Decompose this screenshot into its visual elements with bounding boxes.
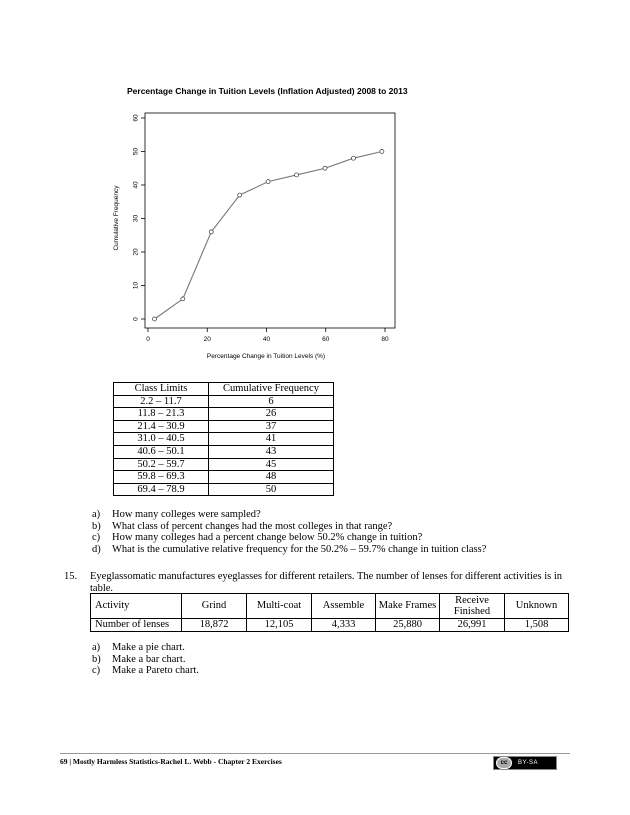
header-unknown: Unknown	[505, 594, 569, 619]
cumulative-frequency-chart	[100, 78, 420, 368]
y-tick-label: 50	[132, 147, 140, 156]
question-list-14	[92, 509, 486, 555]
data-point	[323, 166, 327, 170]
chart-title: Percentage Change in Tuition Levels (Inflation Adjusted) 2008 to 2013	[127, 86, 408, 96]
x-tick-label: 0	[146, 336, 150, 343]
y-tick-label: 30	[132, 214, 140, 223]
cumulative-frequency-table	[113, 382, 334, 496]
frequency-cell: 6	[209, 395, 334, 408]
value-receive-finished: 26,991	[440, 619, 505, 632]
list-item	[92, 654, 199, 666]
item-label: b)	[92, 653, 101, 665]
item-text: Make a bar chart.	[112, 653, 186, 665]
header-class-limits: Class Limits	[114, 383, 209, 396]
problem-text: Eyeglassomatic manufactures eyeglasses for different retailers. The number of lenses for different activities is in	[90, 571, 563, 582]
header-make-frames: Make Frames	[376, 594, 440, 619]
value-unknown: 1,508	[505, 619, 569, 632]
value-multi-coat: 12,105	[247, 619, 312, 632]
plot-frame	[145, 113, 395, 328]
item-text: How many colleges were sampled?	[112, 509, 261, 520]
data-series	[153, 150, 384, 322]
table-row	[114, 395, 334, 408]
frequency-cell: 45	[209, 458, 334, 471]
problem-15-line1	[64, 571, 564, 583]
x-axis	[146, 328, 389, 343]
data-point	[380, 150, 384, 154]
class-limit-cell: 21.4 – 30.9	[114, 420, 209, 433]
series-line	[155, 152, 382, 320]
value-assemble: 4,333	[312, 619, 376, 632]
value-make-frames: 25,880	[376, 619, 440, 632]
frequency-cell: 37	[209, 420, 334, 433]
frequency-cell: 43	[209, 445, 334, 458]
data-point	[209, 230, 213, 234]
item-text: How many colleges had a percent change below 50.2% change in tuition?	[112, 532, 423, 543]
lens-table-header-row	[91, 594, 569, 619]
item-label: c)	[92, 665, 101, 676]
class-limit-cell: 31.0 – 40.5	[114, 433, 209, 446]
item-label: d)	[92, 543, 101, 555]
lens-activity-table	[90, 593, 569, 632]
license-text: BY-SA	[518, 760, 538, 766]
class-limit-cell: 50.2 – 59.7	[114, 458, 209, 471]
y-axis-label: Cumulative Frequency	[113, 185, 120, 251]
header-grind: Grind	[182, 594, 247, 619]
table-row	[114, 433, 334, 446]
table-row	[114, 420, 334, 433]
x-tick-label: 20	[203, 336, 211, 343]
list-item	[92, 509, 486, 521]
y-tick-label: 60	[132, 114, 140, 122]
frequency-cell: 26	[209, 408, 334, 421]
table-header-row	[114, 383, 334, 396]
x-axis-label: Percentage Change in Tuition Levels (%)	[206, 353, 326, 360]
class-limit-cell: 69.4 – 78.9	[114, 483, 209, 496]
question-list-15	[92, 642, 199, 677]
x-tick-label: 80	[381, 336, 389, 343]
page-footer: 69 | Mostly Harmless Statistics-Rachel L. Webb - Chapter 2 Exercises	[60, 757, 282, 766]
x-tick-label: 60	[322, 336, 330, 343]
table-row	[114, 408, 334, 421]
data-point	[181, 297, 185, 301]
item-text: What class of percent changes had the most colleges in that range?	[112, 520, 393, 532]
item-label: b)	[92, 520, 101, 532]
list-item	[92, 665, 199, 677]
header-receive-finished: Receive Finished	[440, 594, 505, 619]
item-label: c)	[92, 532, 101, 543]
header-cumulative-frequency: Cumulative Frequency	[209, 383, 334, 396]
problem-15	[64, 571, 564, 595]
y-tick-label: 10	[132, 281, 140, 290]
header-multi-coat: Multi-coat	[247, 594, 312, 619]
frequency-cell: 48	[209, 471, 334, 484]
y-tick-label: 20	[132, 248, 140, 256]
list-item	[92, 544, 486, 556]
list-item	[92, 642, 199, 654]
list-item	[92, 521, 486, 533]
list-item	[92, 532, 486, 544]
table-row	[114, 471, 334, 484]
problem-number: 15.	[64, 571, 78, 582]
header-assemble: Assemble	[312, 594, 376, 619]
item-text: Make a Pareto chart.	[112, 665, 199, 676]
item-label: a)	[92, 642, 101, 653]
frequency-cell: 50	[209, 483, 334, 496]
table-row	[114, 483, 334, 496]
y-tick-label: 40	[132, 181, 140, 189]
item-text: What is the cumulative relative frequency for the 50.2% – 59.7% change in tuition class?	[112, 543, 487, 555]
lens-table-row	[91, 619, 569, 632]
class-limit-cell: 40.6 – 50.1	[114, 445, 209, 458]
data-point	[238, 193, 242, 197]
item-label: a)	[92, 509, 101, 520]
table-row	[114, 458, 334, 471]
class-limit-cell: 11.8 – 21.3	[114, 408, 209, 421]
data-point	[153, 317, 157, 321]
value-grind: 18,872	[182, 619, 247, 632]
data-point	[295, 173, 299, 177]
data-point	[351, 156, 355, 160]
y-axis	[133, 114, 145, 321]
data-point	[266, 180, 270, 184]
problem-15-line2: table.	[90, 583, 114, 594]
footer-divider	[60, 753, 570, 754]
header-activity: Activity	[91, 594, 182, 619]
class-limit-cell: 2.2 – 11.7	[114, 395, 209, 408]
cc-license-badge	[493, 756, 557, 770]
cc-icon: cc	[496, 757, 512, 769]
row-label: Number of lenses	[91, 619, 182, 632]
x-tick-label: 40	[262, 336, 271, 343]
class-limit-cell: 59.8 – 69.3	[114, 471, 209, 484]
frequency-cell: 41	[209, 433, 334, 446]
y-tick-label: 0	[132, 317, 140, 321]
table-row	[114, 445, 334, 458]
item-text: Make a pie chart.	[112, 642, 185, 653]
